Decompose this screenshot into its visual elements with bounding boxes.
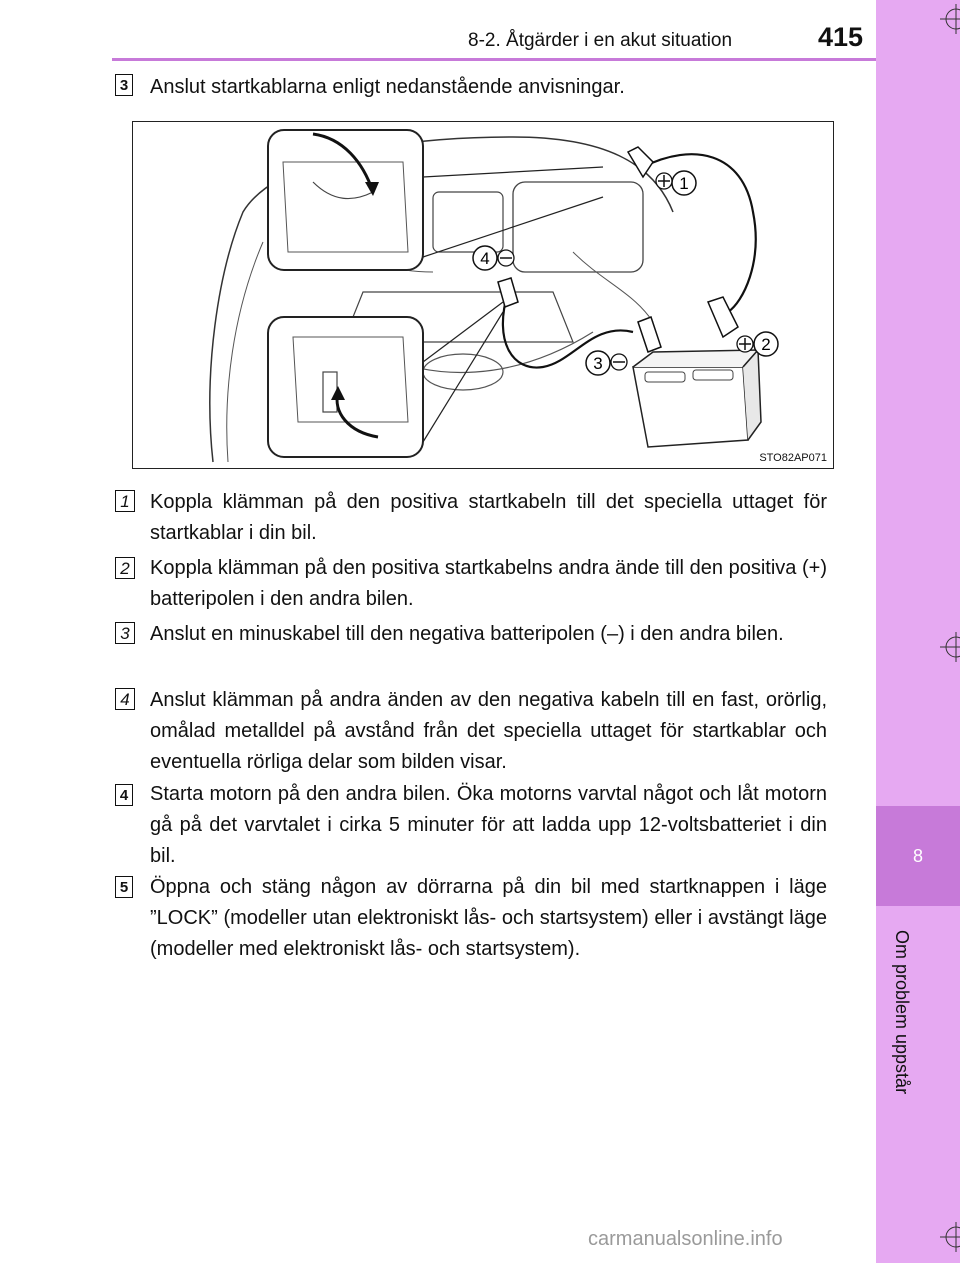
callout-2-label: 2: [761, 335, 771, 354]
callout-4-label: 4: [480, 249, 490, 268]
step-number-box: 5: [115, 876, 133, 898]
step-text: Starta motorn på den andra bilen. Öka motorns varvtal något och låt motorn gå på det varvtalet i cirka 5 minuter för att ladda upp 12-voltsbatteriet i din bil.: [150, 783, 827, 867]
crop-mark-bottom-right: [930, 1222, 960, 1252]
page-number: 415: [818, 22, 864, 52]
step-text: Anslut startkablarna enligt nedanstående anvisningar.: [150, 76, 625, 98]
substep-number-box: 3: [115, 622, 135, 644]
substep-text: Koppla klämman på den positiva startkabeln till det speciella uttaget för startkablar i din bil.: [150, 491, 827, 544]
header-rule: [112, 58, 876, 61]
plus-symbol: [735, 334, 755, 354]
plus-symbol: [654, 171, 674, 191]
step-number-box: 3: [115, 74, 133, 96]
step-number-box: 4: [115, 784, 133, 806]
section-title: 8-2. Åtgärder i en akut situation: [468, 30, 733, 51]
substep-text: Anslut klämman på andra änden av den negativa kabeln till en fast, orörlig, omålad metalldel på avstånd från det speciella uttaget för startkablar och eventuella rörliga delar som bilden visar.: [150, 689, 827, 773]
watermark: carmanualsonline.info: [588, 1228, 783, 1250]
jump-start-illustration: [132, 121, 834, 469]
substep-number-box: 4: [115, 688, 135, 710]
figure-code: STO82AP071: [759, 452, 827, 464]
step-text: Öppna och stäng någon av dörrarna på din bil med startknappen i läge ”LOCK” (modeller utan elektroniskt lås- och startsystem) eller i avstängt läge (modeller med elektroniskt lås- och startsystem).: [150, 876, 827, 960]
minus-symbol: [496, 248, 516, 268]
crop-mark-mid-right: [930, 632, 960, 662]
callout-3-label: 3: [593, 354, 603, 373]
substep-number-box: 1: [115, 490, 135, 512]
crop-mark-top-right: [930, 4, 960, 34]
substep-text: Anslut en minuskabel till den negativa batteripolen (–) i den andra bilen.: [150, 623, 784, 645]
minus-symbol: [609, 352, 629, 372]
substep-text: Koppla klämman på den positiva startkabelns andra ände till den positiva (+) batteripolen i den andra bilen.: [150, 557, 827, 610]
callout-1-label: 1: [679, 174, 689, 193]
chapter-number-tab: 8: [876, 806, 960, 906]
chapter-label: Om problem uppstår: [892, 930, 912, 1095]
engine-bay-drawing: [133, 122, 832, 467]
substep-number-box: 2: [115, 557, 135, 579]
callout-2: [751, 329, 781, 359]
